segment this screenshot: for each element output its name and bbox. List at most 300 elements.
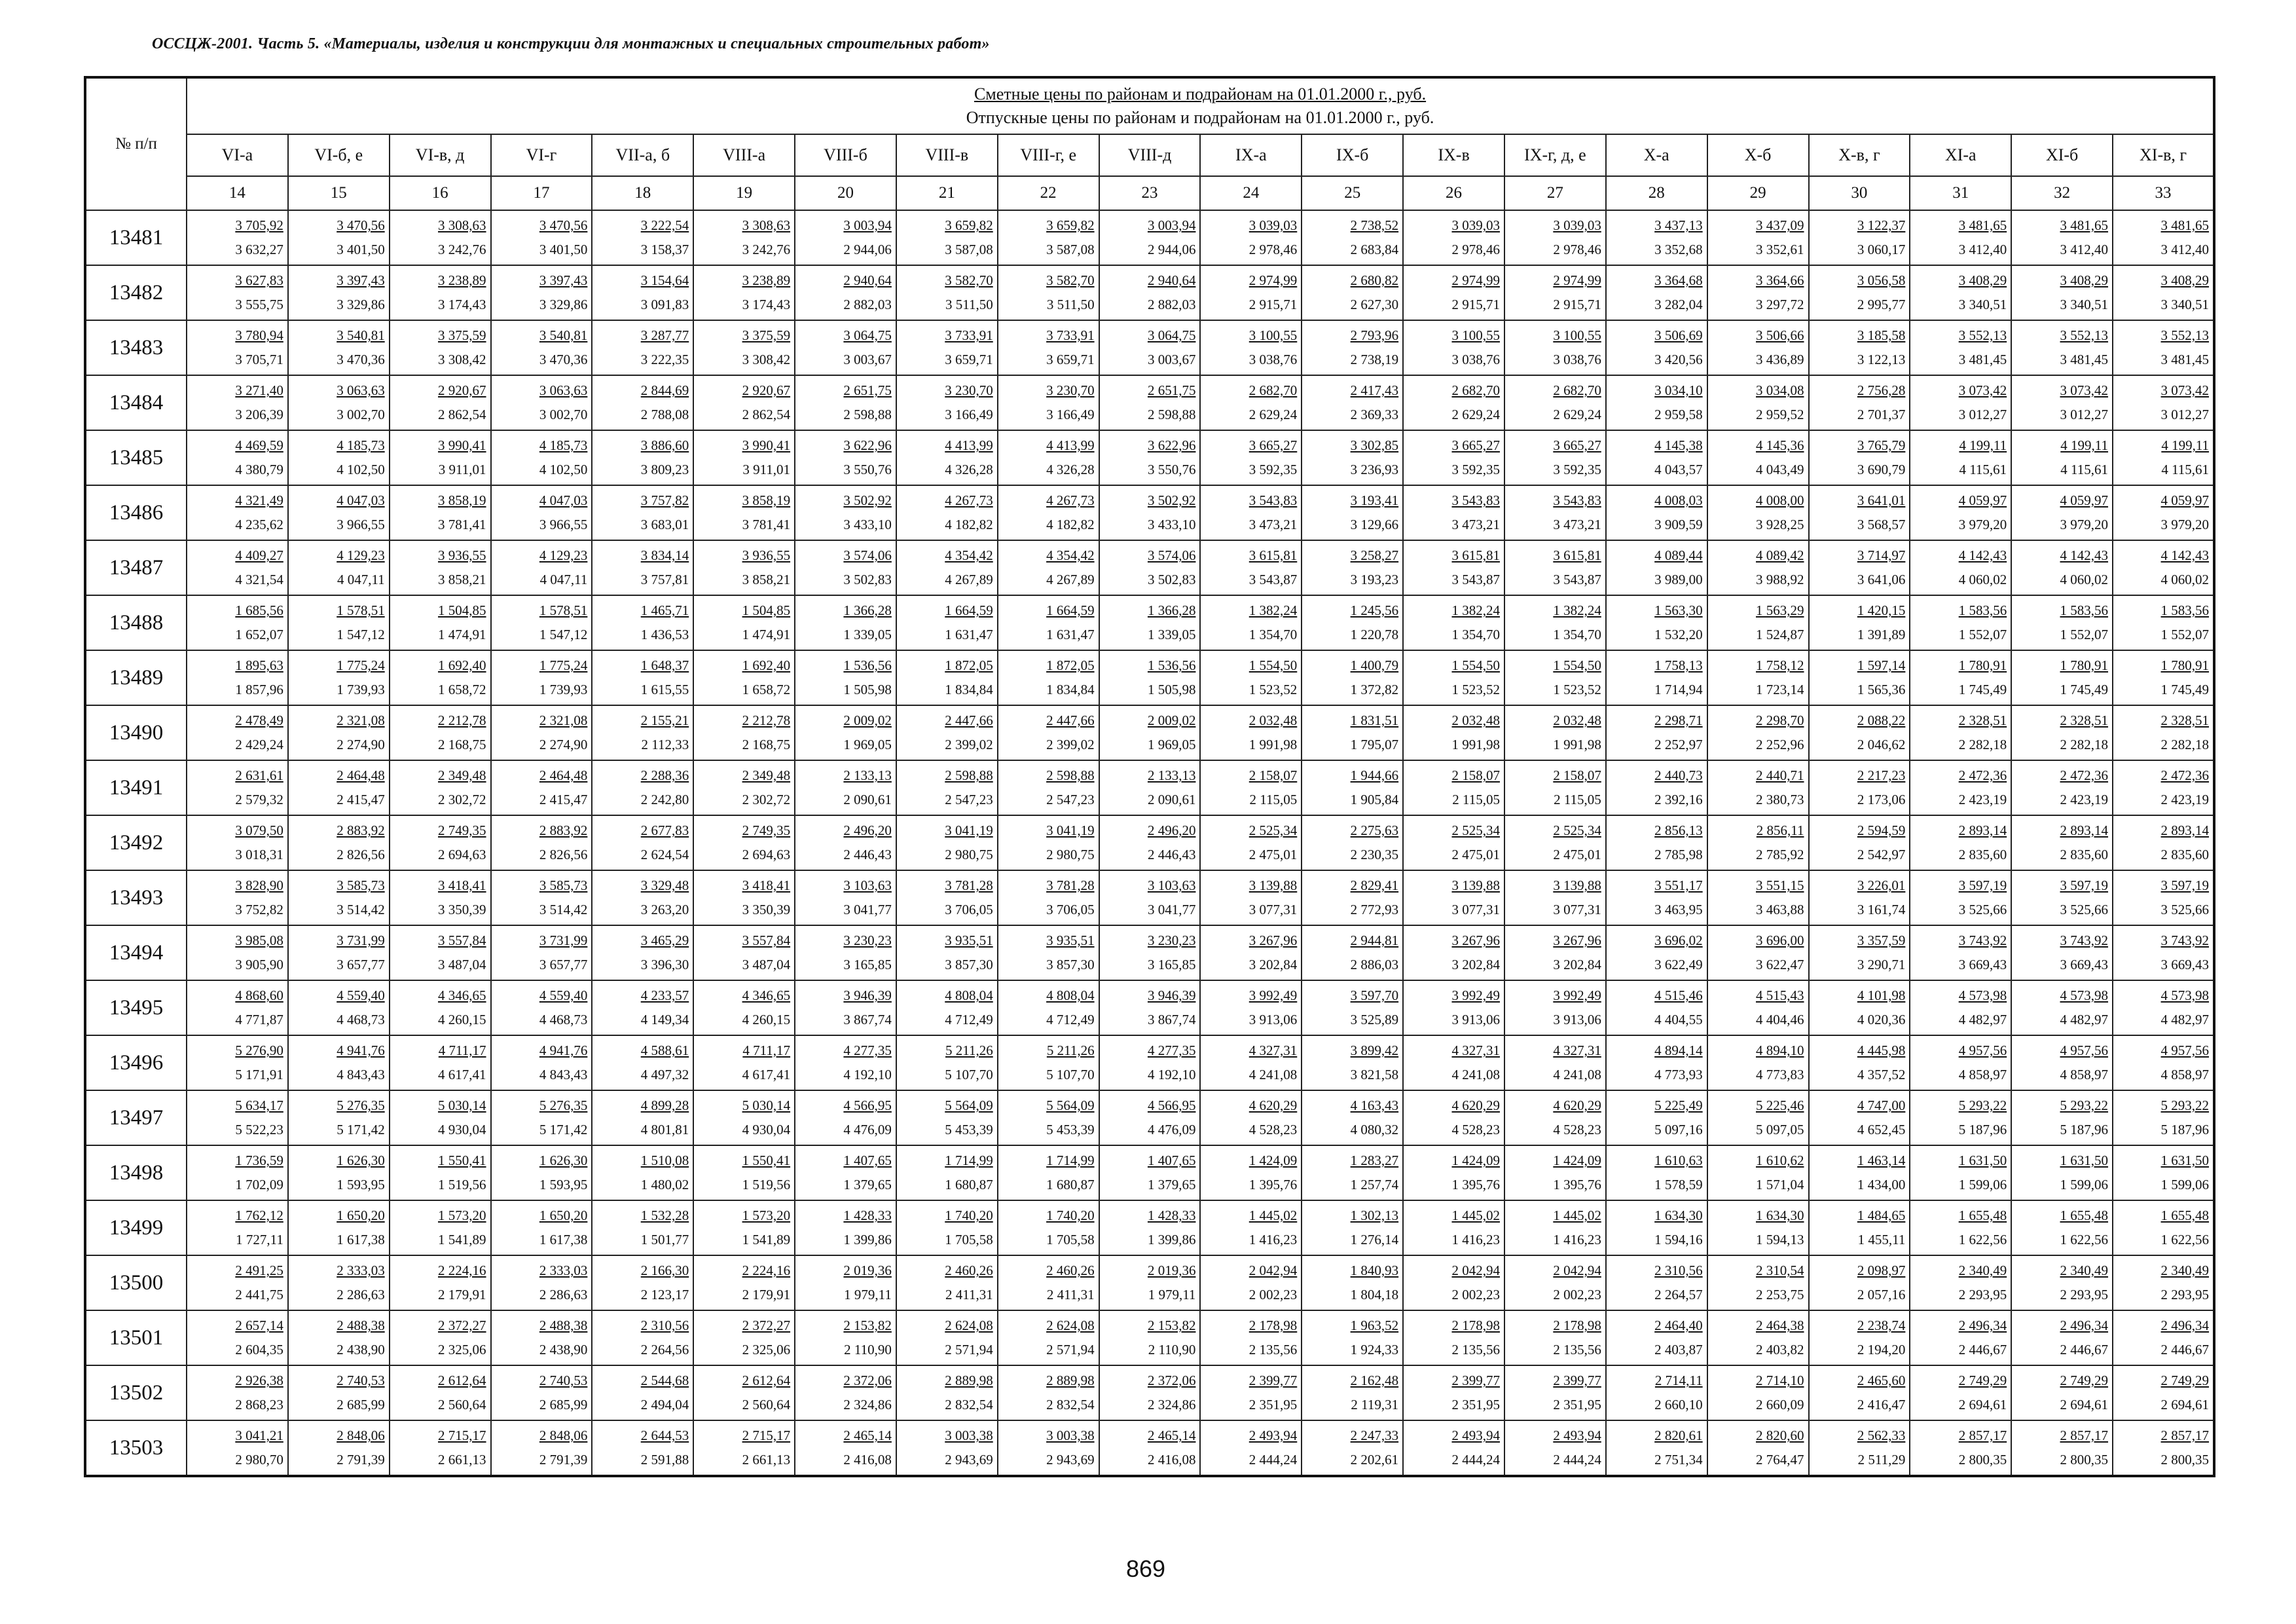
price-cell — [795, 1145, 896, 1200]
estimated-price: 4 711,17 — [742, 1043, 791, 1058]
estimated-price: 1 504,85 — [438, 602, 486, 618]
estimated-price: 3 139,88 — [1248, 877, 1298, 893]
release-price: 2 046,62 — [1857, 737, 1906, 752]
estimated-price: 3 230,70 — [945, 382, 993, 398]
price-cell — [592, 210, 693, 265]
price-cell — [896, 650, 998, 705]
price-cell — [795, 320, 896, 375]
estimated-price: 1 597,14 — [1857, 657, 1906, 673]
estimated-price: 3 622,96 — [1147, 437, 1196, 453]
release-price: 2 324,86 — [1147, 1397, 1196, 1412]
estimated-price: 3 003,38 — [1046, 1428, 1095, 1443]
estimated-price: 3 659,82 — [1046, 217, 1095, 233]
price-cell — [896, 705, 998, 760]
release-price: 3 002,70 — [337, 407, 385, 422]
estimated-price: 2 749,29 — [2060, 1373, 2109, 1388]
estimated-price: 4 199,11 — [2060, 437, 2109, 453]
estimated-price: 2 178,98 — [1553, 1318, 1601, 1333]
estimated-price: 5 030,14 — [742, 1098, 791, 1113]
release-price: 3 911,01 — [742, 462, 791, 477]
release-price: 1 395,76 — [1553, 1177, 1601, 1192]
estimated-price: 2 491,25 — [235, 1263, 283, 1278]
column-index: 14 — [187, 176, 288, 210]
price-cell — [1099, 705, 1201, 760]
release-price: 3 290,71 — [1857, 957, 1906, 972]
estimated-price: 4 469,59 — [235, 437, 283, 453]
estimated-price: 5 634,17 — [235, 1098, 283, 1113]
release-price: 5 097,16 — [1654, 1122, 1703, 1137]
region-header: IX-б — [1302, 134, 1403, 176]
column-index: 24 — [1200, 176, 1302, 210]
price-cell — [1606, 870, 1707, 925]
estimated-price: 2 749,29 — [1958, 1373, 2007, 1388]
release-price: 4 801,81 — [640, 1122, 689, 1137]
release-price: 3 350,39 — [438, 902, 486, 917]
estimated-price: 3 408,29 — [1958, 272, 2007, 288]
release-price: 2 943,69 — [945, 1452, 993, 1467]
estimated-price: 3 039,03 — [1248, 217, 1298, 233]
running-head: ОССЦЖ-2001. Часть 5. «Материалы, изделия и конструкции для монтажных и специальных строительных работ» — [152, 35, 990, 52]
price-cell — [2113, 815, 2214, 870]
release-price: 1 505,98 — [1147, 682, 1196, 697]
estimated-price: 3 397,43 — [539, 272, 588, 288]
price-cell — [2113, 1035, 2214, 1090]
release-price: 1 599,06 — [1958, 1177, 2007, 1192]
release-price: 3 988,92 — [1756, 572, 1804, 587]
release-price: 2 115,05 — [1554, 792, 1601, 807]
estimated-price: 3 003,94 — [1147, 217, 1196, 233]
price-cell — [390, 1310, 491, 1365]
estimated-price: 4 059,97 — [2060, 492, 2109, 508]
release-price: 2 694,63 — [438, 847, 486, 862]
row-number: 13484 — [85, 375, 187, 430]
release-price: 4 321,54 — [235, 572, 283, 587]
estimated-price: 3 985,08 — [235, 932, 283, 948]
release-price: 3 463,95 — [1654, 902, 1703, 917]
estimated-price: 2 749,35 — [438, 822, 486, 838]
price-cell — [491, 760, 592, 815]
release-price: 2 832,54 — [1046, 1397, 1095, 1412]
release-price: 4 020,36 — [1857, 1012, 1906, 1027]
price-cell — [2113, 1090, 2214, 1145]
price-cell — [1099, 210, 1201, 265]
estimated-price: 2 447,66 — [945, 712, 993, 728]
release-price: 4 182,82 — [945, 517, 993, 532]
estimated-price: 2 857,17 — [1958, 1428, 2007, 1443]
release-price: 2 242,80 — [640, 792, 689, 807]
estimated-price: 2 657,14 — [235, 1318, 283, 1333]
estimated-price: 2 857,17 — [2160, 1428, 2210, 1443]
price-cell — [1910, 430, 2011, 485]
release-price: 2 446,67 — [2160, 1342, 2210, 1357]
release-prices-title: Отпускные цены по районам и подрайонам на 01.01.2000 г., руб. — [966, 108, 1434, 127]
price-cell — [187, 1200, 288, 1255]
release-price: 3 858,21 — [438, 572, 486, 587]
estimated-price: 4 089,42 — [1756, 547, 1804, 563]
price-cell — [390, 485, 491, 540]
price-cell — [187, 705, 288, 760]
release-price: 1 547,12 — [337, 627, 385, 642]
price-cell — [2113, 705, 2214, 760]
estimated-price: 3 100,55 — [1451, 327, 1500, 343]
estimated-price: 5 293,22 — [2060, 1098, 2109, 1113]
price-cell — [491, 815, 592, 870]
price-cell — [896, 210, 998, 265]
estimated-price: 4 588,61 — [640, 1043, 689, 1058]
release-price: 1 480,02 — [640, 1177, 689, 1192]
price-cell — [390, 1420, 491, 1476]
price-cell — [491, 1310, 592, 1365]
estimated-price: 4 142,43 — [1958, 547, 2007, 563]
estimated-price: 2 464,48 — [337, 767, 385, 783]
release-price: 2 444,24 — [1553, 1452, 1601, 1467]
price-cell — [1606, 1200, 1707, 1255]
estimated-price: 1 736,59 — [235, 1153, 283, 1168]
release-price: 2 202,61 — [1350, 1452, 1399, 1467]
price-cell — [1504, 210, 1606, 265]
region-header: VIII-д — [1099, 134, 1201, 176]
price-cell — [2113, 320, 2214, 375]
release-price: 2 444,24 — [1248, 1452, 1298, 1467]
estimated-price: 3 597,19 — [1958, 877, 2007, 893]
release-price: 2 835,60 — [2160, 847, 2210, 862]
estimated-price: 3 003,38 — [945, 1428, 993, 1443]
price-cell — [1200, 1145, 1302, 1200]
price-cell — [795, 1035, 896, 1090]
release-price: 2 959,58 — [1654, 407, 1703, 422]
table-row — [85, 980, 2214, 1035]
price-cell — [491, 1420, 592, 1476]
release-price: 3 543,87 — [1248, 572, 1298, 587]
table-row — [85, 595, 2214, 650]
price-cell — [2011, 265, 2113, 320]
release-price: 4 617,41 — [438, 1067, 486, 1082]
price-cell — [2011, 1365, 2113, 1420]
release-price: 5 453,39 — [945, 1122, 993, 1137]
price-cell — [2113, 375, 2214, 430]
column-index: 27 — [1504, 176, 1606, 210]
estimated-price: 3 238,89 — [438, 272, 486, 288]
estimated-price: 1 366,28 — [843, 602, 892, 618]
release-price: 4 482,97 — [2060, 1012, 2109, 1027]
estimated-price: 1 895,63 — [235, 657, 283, 673]
price-cell — [187, 485, 288, 540]
estimated-price: 3 139,88 — [1451, 877, 1500, 893]
release-price: 2 264,57 — [1654, 1287, 1703, 1302]
release-price: 3 966,55 — [337, 517, 385, 532]
estimated-price: 2 714,10 — [1756, 1373, 1804, 1388]
estimated-price: 2 715,17 — [742, 1428, 791, 1443]
estimated-price: 1 648,37 — [640, 657, 689, 673]
price-cell — [693, 705, 795, 760]
release-price: 3 690,79 — [1857, 462, 1906, 477]
estimated-price: 1 650,20 — [337, 1208, 385, 1223]
estimated-price: 3 502,92 — [1147, 492, 1196, 508]
release-price: 1 969,05 — [843, 737, 892, 752]
estimated-price: 3 079,50 — [235, 822, 283, 838]
table-header-main — [85, 77, 2214, 134]
price-cell — [187, 430, 288, 485]
estimated-price: 3 946,39 — [1147, 987, 1196, 1003]
price-cell — [390, 1365, 491, 1420]
price-cell — [1403, 540, 1504, 595]
estimated-price: 5 211,26 — [1046, 1043, 1095, 1058]
estimated-price: 4 277,35 — [1147, 1043, 1196, 1058]
estimated-price: 1 944,66 — [1350, 767, 1399, 783]
price-cell — [1910, 485, 2011, 540]
price-cell — [1809, 1200, 1910, 1255]
release-price: 2 351,95 — [1248, 1397, 1298, 1412]
release-price: 4 326,28 — [945, 462, 993, 477]
estimated-price: 4 327,31 — [1553, 1043, 1601, 1058]
release-price: 2 579,32 — [235, 792, 283, 807]
release-price: 3 487,04 — [438, 957, 486, 972]
price-cell — [1200, 375, 1302, 430]
release-price: 3 525,89 — [1350, 1012, 1399, 1027]
release-price: 4 468,73 — [539, 1012, 588, 1027]
release-price: 3 174,43 — [438, 297, 486, 312]
price-cell — [1606, 1365, 1707, 1420]
estimated-price: 1 283,27 — [1350, 1153, 1399, 1168]
release-price: 2 785,92 — [1756, 847, 1804, 862]
price-cell — [1910, 925, 2011, 980]
price-cell — [2011, 320, 2113, 375]
release-price: 4 843,43 — [337, 1067, 385, 1082]
release-price: 2 438,90 — [337, 1342, 385, 1357]
row-number-header: № п/п — [85, 77, 187, 210]
estimated-price: 3 540,81 — [539, 327, 588, 343]
estimated-price: 3 397,43 — [337, 272, 385, 288]
release-price: 5 171,42 — [539, 1122, 588, 1137]
release-price: 5 187,96 — [2160, 1122, 2210, 1137]
estimated-price: 1 428,33 — [1147, 1208, 1196, 1223]
price-cell — [1403, 1365, 1504, 1420]
estimated-price: 2 310,56 — [1654, 1263, 1703, 1278]
price-cell — [2113, 540, 2214, 595]
estimated-price: 1 465,71 — [640, 602, 689, 618]
release-price: 3 502,83 — [843, 572, 892, 587]
price-cell — [2113, 1255, 2214, 1310]
estimated-price: 2 651,75 — [843, 382, 892, 398]
estimated-price: 2 447,66 — [1046, 712, 1095, 728]
release-price: 1 594,16 — [1654, 1232, 1703, 1247]
price-cell — [390, 210, 491, 265]
estimated-price: 4 573,98 — [2060, 987, 2109, 1003]
release-price: 1 795,07 — [1350, 737, 1399, 752]
release-price: 2 862,54 — [438, 407, 486, 422]
column-index: 19 — [693, 176, 795, 210]
release-price: 2 282,18 — [2160, 737, 2210, 752]
release-price: 1 532,20 — [1654, 627, 1703, 642]
estimated-price: 3 100,55 — [1553, 327, 1601, 343]
price-cell — [998, 760, 1099, 815]
price-cell — [1606, 210, 1707, 265]
release-price: 2 624,54 — [640, 847, 689, 862]
price-cell — [1302, 1200, 1403, 1255]
estimated-price: 1 780,91 — [2060, 657, 2109, 673]
release-price: 3 003,67 — [843, 352, 892, 367]
release-price: 1 391,89 — [1857, 627, 1906, 642]
price-cell — [1809, 375, 1910, 430]
price-cell — [998, 1365, 1099, 1420]
price-cell — [2113, 980, 2214, 1035]
release-price: 2 826,56 — [337, 847, 385, 862]
release-price: 2 282,18 — [1958, 737, 2007, 752]
release-price: 4 404,46 — [1756, 1012, 1804, 1027]
estimated-price: 1 634,30 — [1654, 1208, 1703, 1223]
estimated-price: 4 941,76 — [539, 1043, 588, 1058]
price-cell — [693, 650, 795, 705]
estimated-price: 3 665,27 — [1248, 437, 1298, 453]
price-cell — [390, 1200, 491, 1255]
estimated-price: 2 472,36 — [2160, 767, 2210, 783]
estimated-price: 3 781,28 — [1046, 877, 1095, 893]
price-cell — [1302, 1090, 1403, 1145]
estimated-price: 2 624,08 — [945, 1318, 993, 1333]
release-price: 3 657,77 — [337, 957, 385, 972]
release-price: 4 047,11 — [337, 572, 385, 587]
price-cell — [693, 210, 795, 265]
price-cell — [795, 265, 896, 320]
price-cell — [795, 705, 896, 760]
release-price: 5 107,70 — [1046, 1067, 1095, 1082]
release-price: 2 168,75 — [438, 737, 486, 752]
price-cell — [2011, 1200, 2113, 1255]
price-cell — [187, 925, 288, 980]
release-price: 2 560,64 — [742, 1397, 791, 1412]
price-cell — [1910, 1365, 2011, 1420]
price-cell — [1809, 1255, 1910, 1310]
release-price: 1 652,07 — [235, 627, 283, 642]
release-price: 1 399,86 — [843, 1232, 892, 1247]
release-price: 3 282,04 — [1654, 297, 1703, 312]
estimated-price: 3 615,81 — [1451, 547, 1500, 563]
price-cell — [592, 1145, 693, 1200]
table-row — [85, 265, 2214, 320]
price-cell — [2011, 1420, 2113, 1476]
estimated-price: 3 990,41 — [438, 437, 486, 453]
row-number: 13495 — [85, 980, 187, 1035]
column-index: 29 — [1707, 176, 1809, 210]
price-cell — [1707, 375, 1809, 430]
price-cell — [1707, 1035, 1809, 1090]
release-price: 3 041,77 — [1147, 902, 1196, 917]
price-cell — [1099, 1365, 1201, 1420]
estimated-price: 2 019,36 — [843, 1263, 892, 1278]
price-cell — [1707, 1090, 1809, 1145]
price-cell — [1302, 760, 1403, 815]
estimated-price: 5 030,14 — [438, 1098, 486, 1113]
release-price: 1 622,56 — [1958, 1232, 2007, 1247]
release-price: 2 002,23 — [1248, 1287, 1298, 1302]
price-cell — [1707, 320, 1809, 375]
estimated-price: 1 550,41 — [438, 1153, 486, 1168]
release-price: 3 857,30 — [1046, 957, 1095, 972]
estimated-price: 2 749,29 — [2160, 1373, 2210, 1388]
estimated-price: 2 465,14 — [1147, 1428, 1196, 1443]
estimated-price: 3 696,02 — [1654, 932, 1703, 948]
release-price: 5 171,42 — [337, 1122, 385, 1137]
row-number: 13491 — [85, 760, 187, 815]
estimated-price: 1 740,20 — [945, 1208, 993, 1223]
price-cell — [1302, 430, 1403, 485]
region-header: VI-б, е — [288, 134, 390, 176]
release-price: 2 738,19 — [1350, 352, 1399, 367]
estimated-price: 5 293,22 — [1958, 1098, 2007, 1113]
price-cell — [491, 1200, 592, 1255]
estimated-price: 3 103,63 — [1147, 877, 1196, 893]
release-price: 2 173,06 — [1857, 792, 1906, 807]
release-price: 3 352,61 — [1756, 242, 1804, 257]
price-cell — [1200, 1200, 1302, 1255]
price-cell — [1403, 705, 1504, 760]
release-price: 2 416,47 — [1857, 1397, 1906, 1412]
price-cell — [693, 1200, 795, 1255]
release-price: 3 412,40 — [1958, 242, 2007, 257]
price-cell — [1809, 650, 1910, 705]
price-cell — [1707, 430, 1809, 485]
price-cell — [1099, 870, 1201, 925]
table-row — [85, 1255, 2214, 1310]
estimated-price: 2 440,71 — [1756, 767, 1804, 783]
estimated-price: 2 544,68 — [640, 1373, 689, 1388]
price-cell — [1504, 1035, 1606, 1090]
estimated-price: 3 103,63 — [843, 877, 892, 893]
estimated-price: 2 460,26 — [945, 1263, 993, 1278]
price-cell — [896, 1145, 998, 1200]
release-price: 3 706,05 — [1046, 902, 1095, 917]
estimated-price: 2 153,82 — [1147, 1318, 1196, 1333]
column-index: 23 — [1099, 176, 1201, 210]
price-cell — [1606, 1255, 1707, 1310]
release-price: 2 423,19 — [2160, 792, 2210, 807]
price-cell — [1504, 540, 1606, 595]
price-cell — [896, 1365, 998, 1420]
release-price: 2 252,97 — [1654, 737, 1703, 752]
price-cell — [1910, 760, 2011, 815]
release-price: 1 631,47 — [1046, 627, 1095, 642]
estimated-price: 3 992,49 — [1248, 987, 1298, 1003]
price-cell — [1200, 1090, 1302, 1145]
estimated-price: 4 354,42 — [945, 547, 993, 563]
estimated-price: 1 445,02 — [1451, 1208, 1500, 1223]
estimated-price: 1 631,50 — [2060, 1153, 2109, 1168]
estimated-price: 1 762,12 — [235, 1208, 283, 1223]
price-cell — [2113, 1365, 2214, 1420]
estimated-price: 1 692,40 — [438, 657, 486, 673]
price-cell — [2011, 650, 2113, 705]
row-number: 13493 — [85, 870, 187, 925]
estimated-price: 3 041,19 — [1046, 822, 1095, 838]
release-price: 2 694,63 — [742, 847, 791, 862]
row-number: 13483 — [85, 320, 187, 375]
estimated-price: 4 515,46 — [1654, 987, 1703, 1003]
price-cell — [592, 265, 693, 320]
release-price: 2 112,33 — [641, 737, 689, 752]
release-price: 4 241,08 — [1451, 1067, 1500, 1082]
region-header: VIII-б — [795, 134, 896, 176]
release-price: 2 980,75 — [945, 847, 993, 862]
release-price: 2 868,23 — [235, 1397, 283, 1412]
price-cell — [1302, 1255, 1403, 1310]
release-price: 1 552,07 — [1958, 627, 2007, 642]
row-number: 13496 — [85, 1035, 187, 1090]
price-cell — [2011, 980, 2113, 1035]
price-cell — [491, 1090, 592, 1145]
release-price: 3 568,57 — [1857, 517, 1906, 532]
estimated-price: 2 224,16 — [742, 1263, 791, 1278]
release-price: 3 514,42 — [337, 902, 385, 917]
